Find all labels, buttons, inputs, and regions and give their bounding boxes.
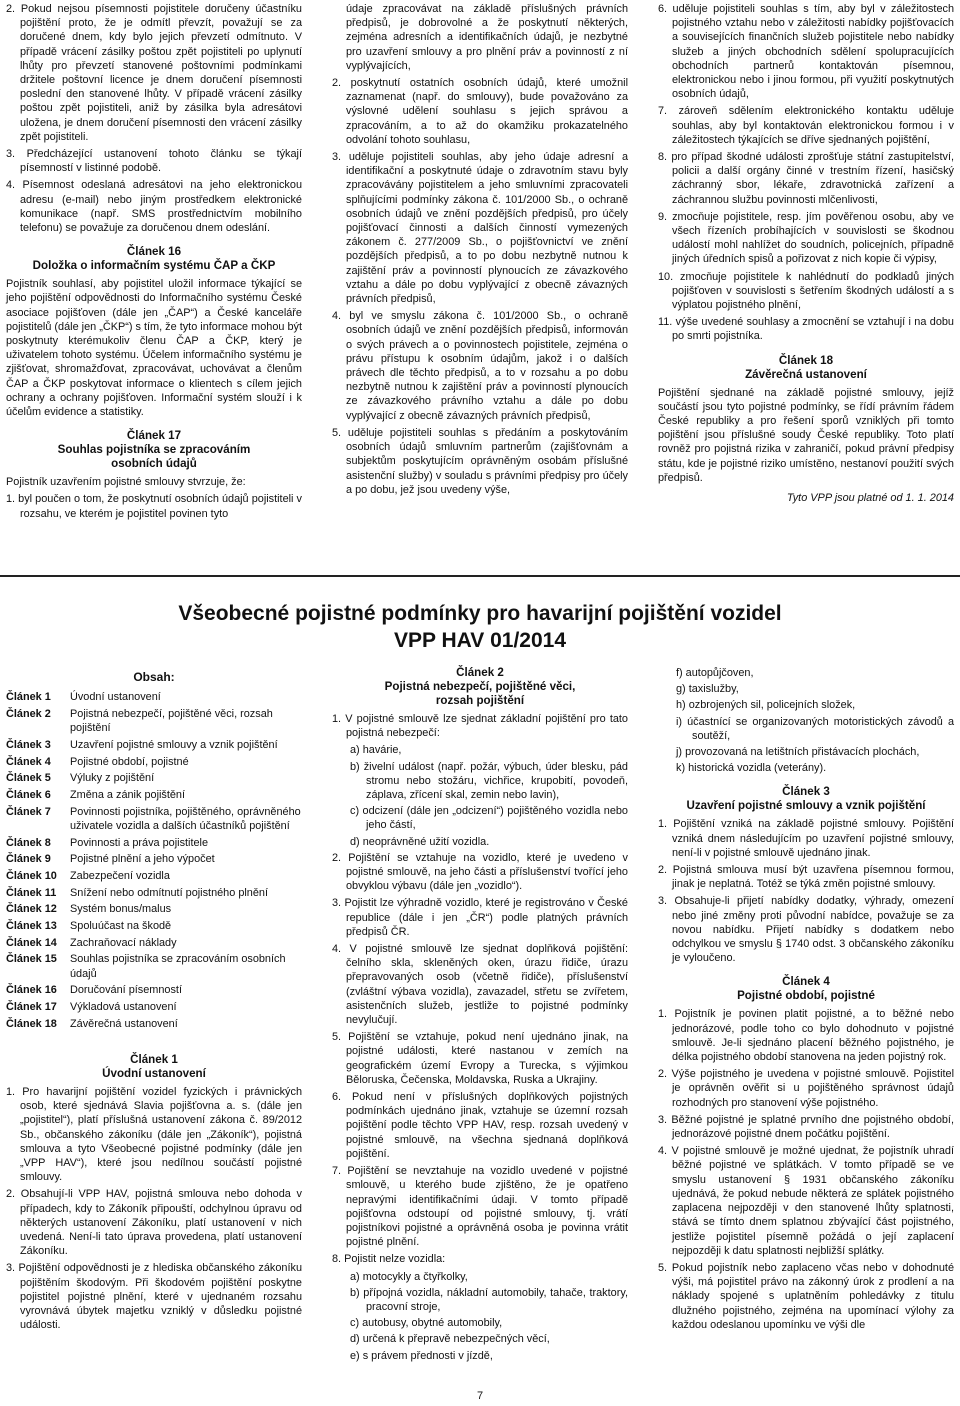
toc-article-name: Výkladová ustanovení (70, 1001, 177, 1014)
paragraph: 5. uděluje pojistiteli souhlas s předáním a poskytováním osobních údajů smluvním partnerům (zajišťovnám a subjektům poskytujícím oprávněným osobám příslušné asistenční služby) v souladu s právními předpisy pro účely a po dobu, jež jsou uvedeny výše, (332, 426, 628, 496)
bottom-column-1 (6, 670, 302, 1335)
document-code: VPP HAV 01/2014 (394, 629, 566, 652)
list-item: a) havárie, (350, 744, 402, 757)
paragraph: 9. zmocňuje pojistitele, resp. jím pověřenou osobu, aby ve všech řízeních probíhajících v souvislosti se škodnou událostí mohl nahlížet do soudních, policejních, případně jiných úředních spisů a pořizovat z nich kopie či výpisy, (658, 210, 954, 266)
document-title (120, 600, 840, 654)
toc-row (6, 886, 302, 900)
toc-article-label: Článek 17 (6, 1001, 57, 1014)
toc-article-name: Výluky z pojištění (70, 772, 155, 785)
bottom-column-3 (658, 666, 954, 1335)
paragraph: 3. Běžné pojistné je splatné prvního dne pojistného období, jednorázové pojistné dnem počátku pojištění. (658, 1113, 954, 1141)
list-item: f) autopůjčoven, (676, 667, 754, 679)
toc-row (6, 788, 302, 802)
document-title-line: Všeobecné pojistné podmínky pro havarijní pojištění vozidel (178, 602, 782, 625)
toc-row (6, 836, 302, 850)
paragraph: Pojistník souhlasí, aby pojistitel uložil informace týkající se jeho pojištění odpovědnosti do Informačního systému České asociace pojišťoven (dále jen „ČAP“) a České kanceláře pojistitelů (dále jen „ČKP“) s tím, že tyto informace mohou být poskytnuty kterémukoliv členu ČAP a ČKP, který je uživatelem tohoto systému. Účelem informačního systému je zjišťovat, shromažďovat, zpracovávat, uchovávat a členům ČAP a ČKP poskytovat informace o klientech s cílem jejich ochrany a ochrany pojišťoven. Informační systém slouží i k účelům evidence a statistiky. (6, 278, 302, 419)
list-item: b) živelní událost (např. požár, výbuch, úder blesku, pád stromu nebo stožáru, vichřice, krupobití, povodeň, záplava, zřícení skal, zemin nebo lavin), (350, 760, 628, 802)
list-item: b) přípojná vozidla, nákladní automobily, tahače, traktory, pracovní stroje, (350, 1286, 628, 1313)
toc-row (6, 983, 302, 997)
article-heading: Článek 1 Úvodní ustanovení (102, 1052, 206, 1080)
toc-article-label: Článek 14 (6, 936, 57, 949)
paragraph: 1. Pojistník je povinen platit pojistné, a to běžné nebo jednorázové, podle toho co bylo dohodnuto v pojistné smlouvě. Je-li sjednáno placení běžného pojistného, je délka pojistného období stanovena na jeden pojistný rok. (658, 1008, 954, 1064)
toc-article-label: Článek 16 (6, 984, 57, 997)
toc-article-name: Zachraňovací náklady (70, 936, 177, 949)
toc-article-name: Úvodní ustanovení (70, 691, 161, 704)
paragraph: 3. Pojistit lze výhradně vozidlo, které je registrováno v České republice (dále i jen „ČR“) podle platných právních předpisů ČR. (332, 897, 628, 938)
toc-row (6, 936, 302, 950)
paragraph: 2. Výše pojistného je uvedena v pojistné smlouvě. Pojistitel je oprávněn ověřit si u pojištěného správnost údajů rozhodných pro stanovení výše pojistného. (658, 1068, 954, 1109)
list-item: e) s právem přednosti v jízdě, (350, 1349, 493, 1362)
paragraph: 4. V pojistné smlouvě je možné ujednat, že pojistník uhradí běžné pojistné ve splátkách. V tomto případě se ve smyslu ustanovení § 1931 občanského zákoníku ujednává, že pokud nebude některá ze splátek pojistného zaplacena nejpozději v den stanovené lhůty splatnosti, stává se tímto dnem splatnou zbývající část pojistného, jestliže pojistitel písemně požádá o její zaplacení nejpozději k datu splatnosti nejbližší splátky. (658, 1145, 954, 1257)
article-heading: Článek 18 Závěrečná ustanovení (745, 353, 867, 381)
toc-article-name: Snížení nebo odmítnutí pojistného plnění (70, 886, 268, 899)
top-column-3 (658, 2, 954, 505)
toc-article-name: Pojistná nebezpečí, pojištěné věci, rozsah pojištění (70, 707, 273, 735)
toc-row (6, 902, 302, 916)
toc-row (6, 919, 302, 933)
toc-article-name: Systém bonus/malus (70, 903, 172, 916)
toc-article-label: Článek 1 (6, 691, 51, 704)
paragraph: 1. Pro havarijní pojištění vozidel fyzických i právnických osob, které sjednává Slavia pojišťovna a. s. (dále jen „pojistitel“), platí příslušná ustanovení zákona č. 89/2012 Sb., občanského zákoníku (dále jen „Zákoník“), pojistná smlouva a tyto Všeobecné pojistné podmínky (dále jen „VPP HAV“), které jsou nedílnou součástí pojistné smlouvy. (6, 1085, 302, 1184)
paragraph: 8. pro případ škodné události zprošťuje státní zastupitelství, policii a další orgány činné v trestním řízení, hasičský záchranný sbor, lékaře, zdravotnická zařízení a záchrannou službu povinnosti mlčenlivosti, (658, 151, 954, 206)
list-item: d) určená k přepravě nebezpečných věcí, (350, 1333, 550, 1346)
article-heading: Článek 2 Pojistná nebezpečí, pojištěné věci, rozsah pojištění (384, 666, 576, 707)
paragraph: 6. Pokud není v příslušných doplňkových pojistných podmínkách ujednáno jinak, vztahuje se územní rozsah pojištění podle těchto VPP HAV, resp. rozsah uvedený v pojistné smlouvě, na všechna sjednaná doplňková pojištění. (332, 1091, 628, 1160)
paragraph: 2. poskytnutí ostatních osobních údajů, které umožnil zaznamenat (např. do smlouvy), bude považováno za výslovné udělení souhlasu s jejich správou a zpracováním, a to až do okamžiku prokazatelného odvolání tohoto souhlasu, (332, 77, 628, 146)
page-number: 7 (476, 1390, 484, 1402)
toc-article-name: Povinnosti a práva pojistitele (70, 836, 209, 849)
toc-article-name: Závěrečná ustanovení (70, 1017, 178, 1030)
toc-article-label: Článek 18 (6, 1017, 57, 1030)
toc-article-name: Doručování písemností (70, 984, 182, 997)
toc-title: Obsah: (133, 670, 175, 684)
toc-article-label: Článek 4 (6, 755, 51, 768)
toc-article-label: Článek 9 (6, 853, 51, 866)
table-of-contents (6, 670, 302, 1031)
paragraph: 8. Pojistit nelze vozidla: (332, 1253, 446, 1266)
paragraph: údaje zpracovávat na základě příslušných právních předpisů, je dobrovolné a že poskytnutí některých, zejména adresních a identifikačních údajů, je nezbytné pro uzavření smlouvy a pro plnění práv a povinností z ní vyplývajících, (346, 3, 628, 72)
article-heading: Článek 4 Pojistné období, pojistné (737, 975, 875, 1003)
paragraph: 5. Pojištění se vztahuje, pokud není ujednáno jinak, na pojistné události, které nastanou v zemích na geografickém území Evropy a Turecka, s výjimkou Běloruska, Čečenska, Moldavska, Ruska a Ukrajiny. (332, 1031, 628, 1086)
paragraph: 2. Obsahují-li VPP HAV, pojistná smlouva nebo dohoda v případech, kdy to Zákoník připouští, odchylnou úpravu od některých ustanovení Zákoníku, platí ustanovení v nich uvedená. Není-li tato úprava provedena, platí ustanovení Zákoníku. (6, 1188, 302, 1258)
toc-article-name: Uzavření pojistné smlouvy a vznik pojištění (70, 738, 278, 751)
toc-row (6, 869, 302, 883)
paragraph: 11. výše uvedené souhlasy a zmocnění se vztahují i na dobu po smrti pojistníka. (658, 316, 954, 343)
toc-row (6, 690, 302, 704)
toc-article-label: Článek 8 (6, 836, 51, 849)
paragraph: 3. Obsahuje-li přijetí nabídky dodatky, výhrady, omezení nebo jiné změny proti původní nabídce, považuje se za novou nabídku. Přijetí nabídky s dodatkem nebo odchylkou ve smyslu § 1740 odst. 3 občanského zákoníku je vyloučeno. (658, 895, 954, 965)
list-item: i) účastnící se organizovaných motoristických závodů a soutěží, (676, 715, 954, 742)
paragraph: 4. byl ve smyslu zákona č. 101/2000 Sb., o ochraně osobních údajů ve znění pozdějších předpisů, informován o svých právech a o povinnostech pojistitele, zejména o právu přístupu k osobním údajům, jakož i o dalších právech dle těchto předpisů, a to v rozsahu a po dobu nezbytně nutnou k zajištění práv a povinností plynoucích ze závazkového právního vztahu a dále po dobu vyplývající z obecně závazných právních předpisů, (332, 310, 628, 422)
paragraph: Pojištění sjednané na základě pojistné smlouvy, jejíž součástí jsou tyto pojistné podmínky, se řídí právním řádem České republiky a pro řešení sporů vzniklých při tomto pojištění jsou příslušné soudy České republiky. Toto platí rovněž pro pojistná rizika v zahraničí, pokud právní předpisy státu, kde je pojistné riziko umístěno, nestanoví použití svých předpisů. (658, 386, 954, 484)
toc-row (6, 1017, 302, 1031)
paragraph: 3. Pojištění odpovědnosti je z hlediska občanského zákoníku pojištěním škodovým. Při škodovém pojištění poskytne pojistitel pojistné plnění, které v ujednaném rozsahu vyrovnává úbytek majetku vzniklý v důsledku pojistné události. (6, 1262, 302, 1332)
top-column-2 (332, 2, 628, 500)
article-heading: Článek 3 Uzavření pojistné smlouvy a vznik pojištění (686, 785, 926, 813)
list-item: j) provozovaná na letištních přistávacích plochách, (676, 746, 920, 759)
toc-row (6, 852, 302, 866)
article-heading: Článek 16 Doložka o informačním systému ČAP a ČKP (32, 245, 276, 273)
paragraph: 7. zároveň sdělením elektronického kontaktu uděluje souhlas, aby byl kontaktován elektronickou formou i v záležitostech týkajících se dříve sjednaných pojištění, (658, 105, 954, 146)
toc-article-name: Zabezpečení vozidla (70, 869, 170, 882)
list-item: h) ozbrojených sil, policejních složek, (676, 699, 856, 712)
toc-article-name: Změna a zánik pojištění (70, 788, 186, 801)
paragraph: 2. Pojistná smlouva musí být uzavřena písemnou formou, jinak je neplatná. Totéž se týká změn pojistné smlouvy. (658, 864, 954, 891)
paragraph: 4. Písemnost odeslaná adresátovi na jeho elektronickou adresu (e-mail) nebo jiným prostředkem elektronické komunikace (např. SMS prostřednictvím mobilního telefonu) se považuje za doručenou dnem odeslání. (6, 179, 302, 235)
paragraph: 2. Pojištění se vztahuje na vozidlo, které je uvedeno v pojistné smlouvě, na jeho části a příslušenství tvořící jeho obvyklou výbavu (dále jen „vozidlo“). (332, 851, 628, 893)
section-divider (0, 575, 960, 577)
toc-article-label: Článek 11 (6, 886, 57, 899)
list-item: c) autobusy, obytné automobily, (350, 1317, 503, 1330)
validity-note: Tyto VPP jsou platné od 1. 1. 2014 (786, 492, 954, 505)
paragraph: 4. V pojistné smlouvě lze sjednat doplňková pojištění: čelního skla, skleněných oken, úrazu řidiče, úrazu přepravovaných osob (včetně řidiče), příslušenství (zvláštní výbava vozidla), zavazadel, střetu se zvířetem, asistenčních služeb, jestliže to pojistné podmínky nevylučují. (332, 943, 628, 1027)
paragraph: 1. byl poučen o tom, že poskytnutí osobních údajů pojistiteli v rozsahu, ve kterém je pojistitel povinen tyto (6, 493, 302, 520)
list-item: g) taxislužby, (676, 683, 739, 696)
top-column-1 (6, 2, 302, 524)
toc-row (6, 805, 302, 833)
paragraph: 3. Předcházející ustanovení tohoto článku se týkají písemností v listinné podobě. (6, 148, 302, 175)
paragraph: 5. Pokud pojistník nebo zaplaceno včas nebo v dohodnuté výši, má pojistitel právo na zákonný úrok z prodlení a na náklady spojené s uplatněním pohledávky z titulu dlužného pojistného, zejména na upomínací výlohy za každou odeslanou upomínku ve výši dle (658, 1261, 954, 1331)
toc-article-label: Článek 15 (6, 953, 57, 966)
toc-article-label: Článek 10 (6, 869, 57, 882)
paragraph: 1. V pojistné smlouvě lze sjednat základní pojištění pro tato pojistná nebezpečí: (332, 713, 628, 740)
paragraph: 3. uděluje pojistiteli souhlas, aby jeho údaje adresní a identifikační a poskytnuté údaje o zdravotním stavu byly zpracovávány pojistitelem a jeho smluvními zpracovateli splňujícími podmínky zákona č. 101/2000 Sb., o ochraně osobních údajů ve znění pozdějších předpisů, pro účely pojišťovací činnosti a dalších činností vymezených zákonem č. 277/2009 Sb., o pojišťovnictví ve znění pozdějších předpisů, a to po dobu nezbytně nutnou k zajištění práv a povinností plynoucích ze závazkového vztahu a dále po dobu vyplývající z obecně závazných právních předpisů, (332, 151, 628, 306)
list-item: c) odcizení (dále jen „odcizení“) pojištěného vozidla nebo jeho částí, (350, 805, 628, 832)
paragraph: 1. Pojištění vzniká na základě pojistné smlouvy. Pojištění vzniká dnem následujícím po uzavření pojistné smlouvy, není-li v pojistné smlouvě ujednáno jinak. (658, 818, 954, 859)
toc-article-name: Pojistné období, pojistné (70, 755, 189, 768)
toc-article-name: Povinnosti pojistníka, pojištěného, oprávněného uživatele vozidla a dalších účastníků pojištění (70, 805, 301, 832)
toc-article-name: Pojistné plnění a jeho výpočet (70, 853, 215, 866)
toc-row (6, 1000, 302, 1014)
toc-row (6, 952, 302, 980)
toc-row (6, 738, 302, 752)
toc-article-label: Článek 7 (6, 805, 51, 818)
list-item: k) historická vozidla (veterány). (676, 762, 827, 775)
paragraph: 6. uděluje pojistiteli souhlas s tím, aby byl v záležitostech pojistného vztahu nebo v záležitosti nabídky pojišťovacích a souvisejících finančních služeb pojistitele nebo nabídky služeb a jiných obchodních sdělení spolupracujících obchodních partnerů kontaktován písemnou, elektronickou nebo i jinou formou, při využití poskytnutých osobních údajů, (658, 3, 954, 101)
toc-row (6, 755, 302, 769)
toc-article-label: Článek 13 (6, 920, 57, 933)
article-heading: Článek 17 Souhlas pojistníka se zpracováním osobních údajů (57, 429, 251, 471)
toc-article-label: Článek 6 (6, 788, 51, 801)
paragraph: 10. zmocňuje pojistitele k nahlédnutí do podkladů jiných pojišťoven v souvislosti s šetřením škodných událostí a s výplatou pojistného plnění, (658, 270, 954, 312)
toc-article-name: Souhlas pojistníka se zpracováním osobních údajů (70, 953, 286, 980)
toc-article-label: Článek 5 (6, 772, 51, 785)
toc-article-label: Článek 12 (6, 903, 57, 916)
toc-article-label: Článek 3 (6, 738, 51, 751)
list-item: a) motocykly a čtyřkolky, (350, 1270, 468, 1283)
paragraph: 2. Pokud nejsou písemnosti pojistitele doručeny účastníku pojištění proto, že je odmítl převzít, považují se za doručené dnem, kdy bylo jejich převzetí odmítnuto. V případě vrácení zásilky poštou zpět pojistiteli po uplynutí lhůty pro převzetí stanovené poštovními podmínkami držitele poštovní licence je dnem doručení písemnosti poslední den stanovené lhůty. V případě vrácení zásilky poštou zpět pojistiteli, aniž by zásilka byla adresátovi uložena, je dnem doručení písemnosti den vrácení zásilky zpět pojistiteli. (6, 3, 302, 143)
toc-article-name: Spoluúčast na škodě (70, 920, 172, 933)
list-item: d) neoprávněné užití vozidla. (350, 835, 490, 848)
paragraph: Pojistník uzavřením pojistné smlouvy stvrzuje, že: (6, 476, 246, 489)
toc-article-label: Článek 2 (6, 707, 51, 720)
toc-row (6, 707, 302, 735)
paragraph: 7. Pojištění se nevztahuje na vozidlo uvedené v pojistné smlouvě, u kterého bude zjištěno, že je opatřeno nepravými identifikačními údaji. V tomto případě pojišťovna odstoupí od pojistné smlouvy, tj. vrátí pojistníkovi pojistné a oprávněná osoba je povinna vrátit pojistné plnění. (332, 1165, 628, 1249)
bottom-column-2 (332, 666, 628, 1365)
toc-row (6, 771, 302, 785)
